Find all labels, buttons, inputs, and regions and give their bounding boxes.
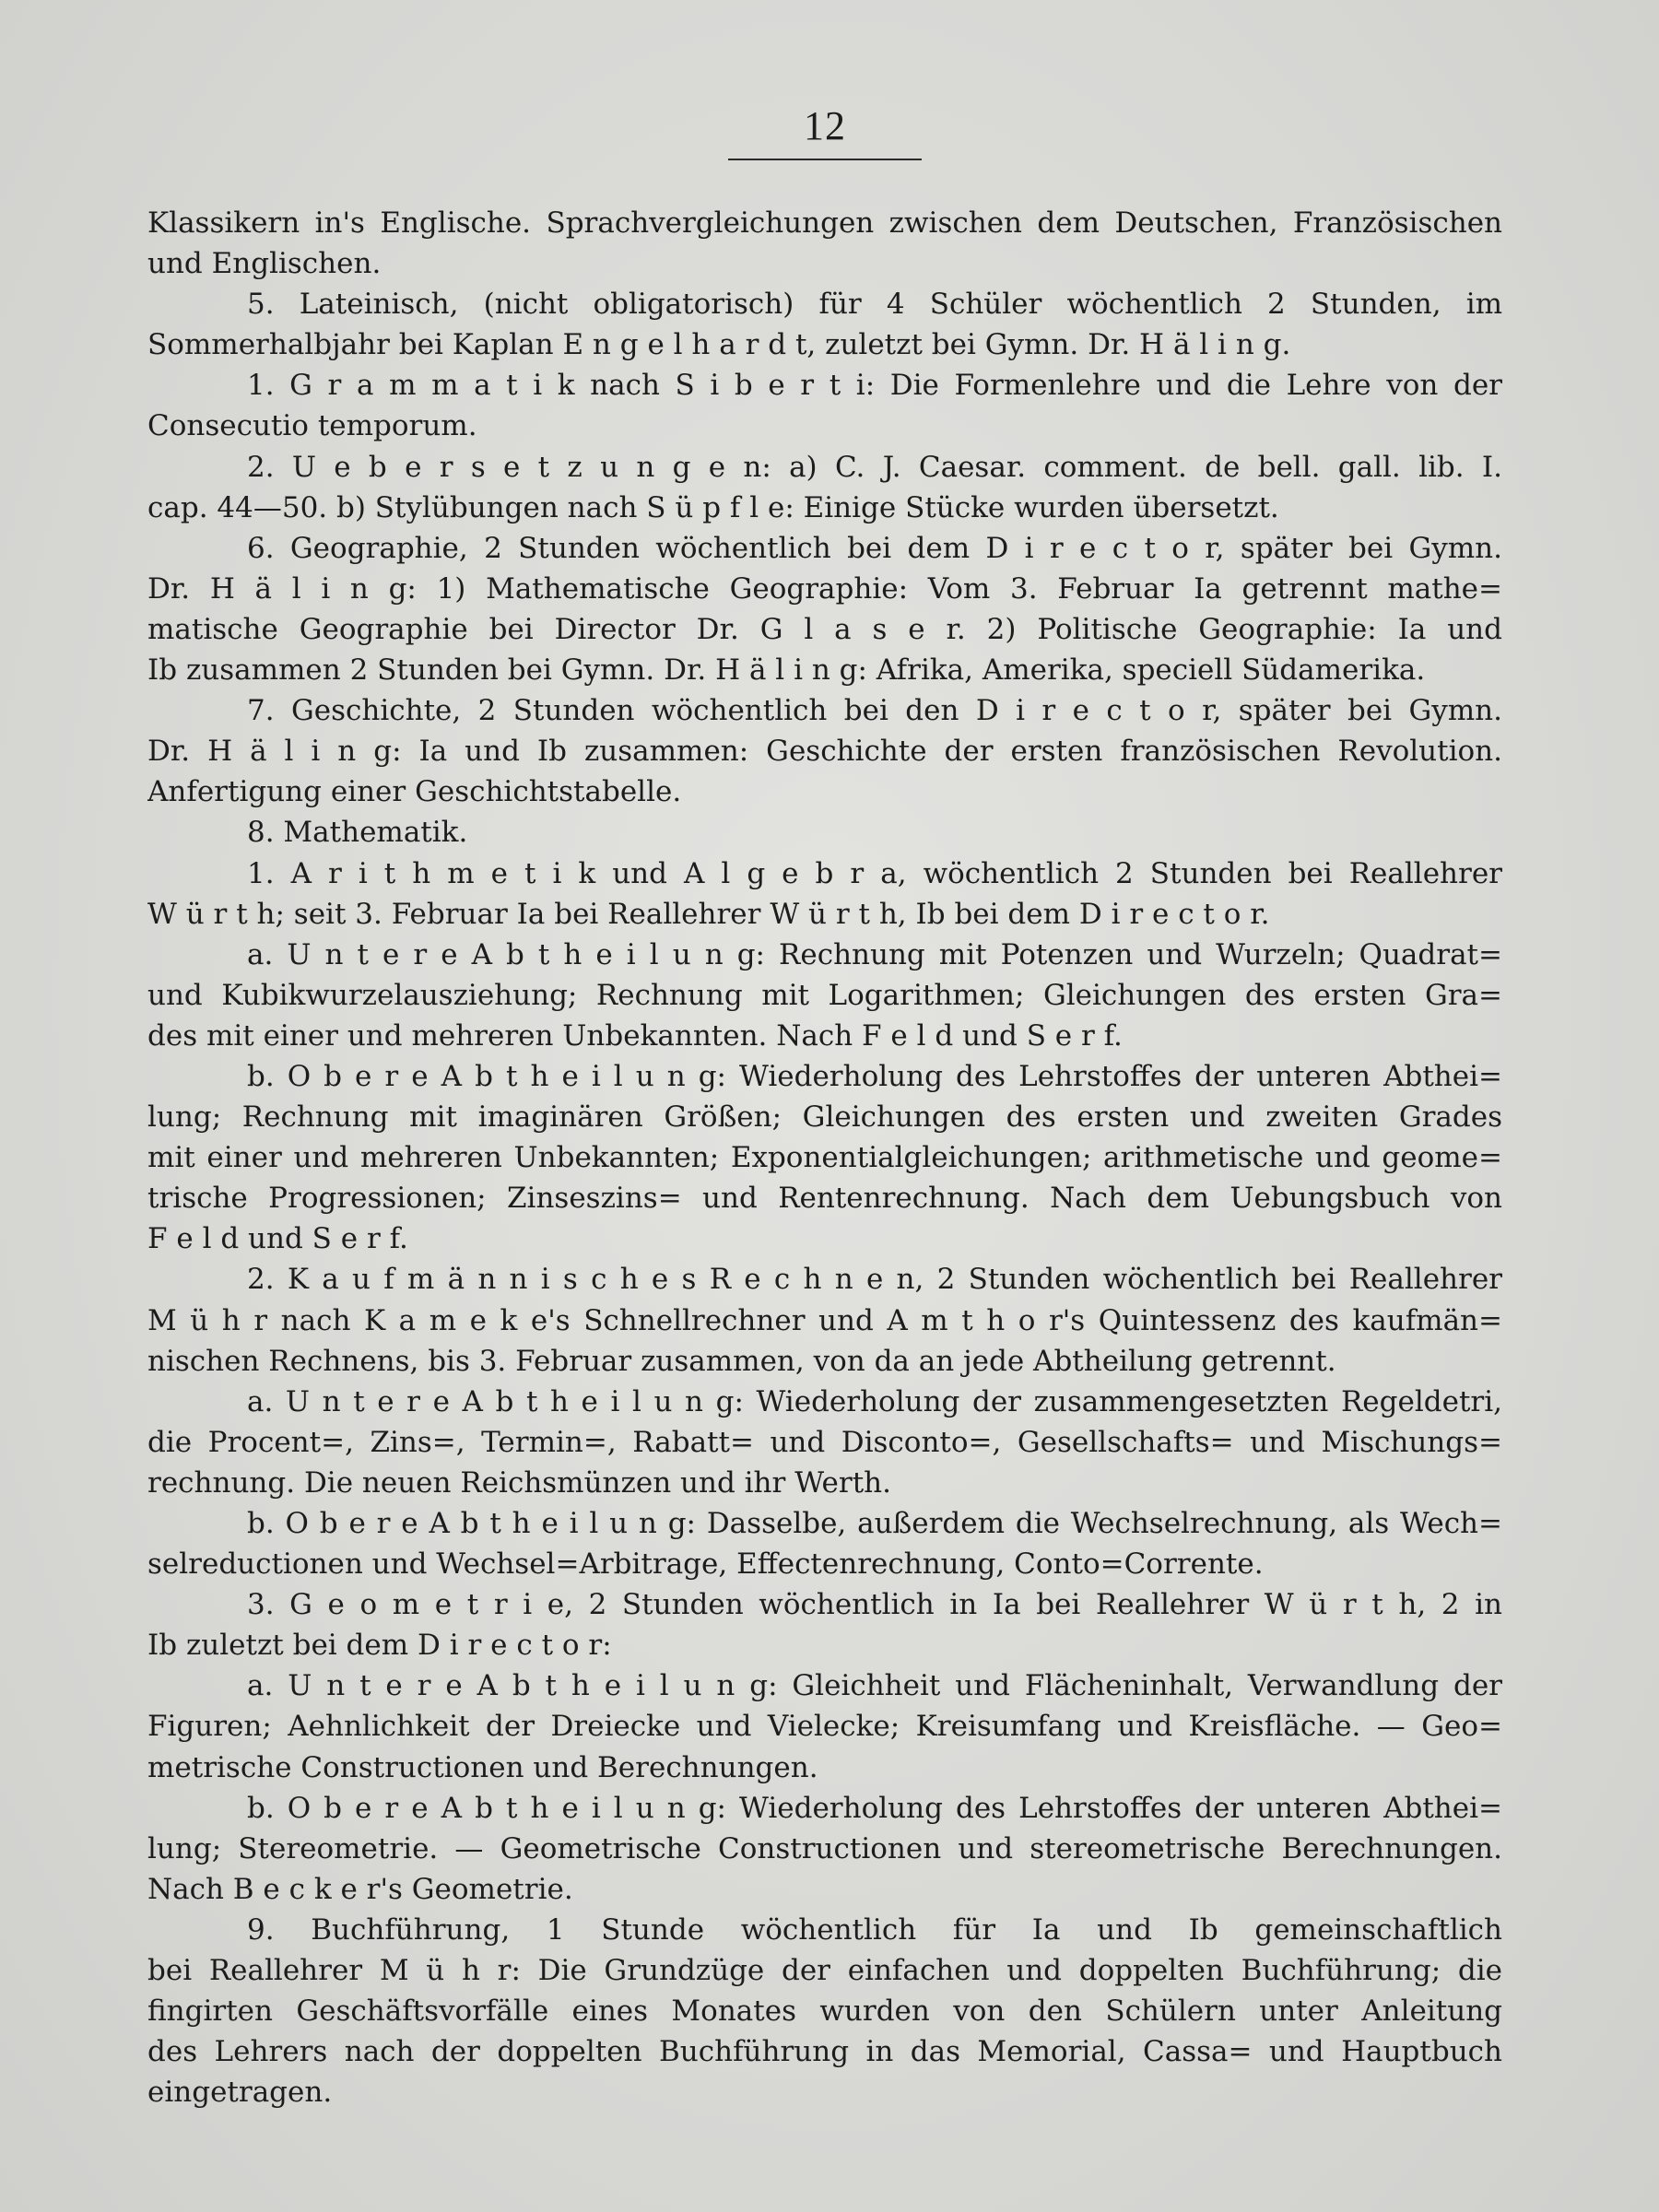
- text-line: cap. 44—50. b) Stylübungen nach S ü p f l e: Einige Stücke wurden übersetzt.: [147, 490, 1279, 524]
- text-line: trische Progressionen; Zinseszins= und Rentenrechnung. Nach dem Uebungsbuch von: [147, 1182, 1502, 1216]
- text-line: 8. Mathematik.: [247, 816, 468, 850]
- text-line: Ib zuletzt bei dem D i r e c t o r:: [147, 1629, 612, 1663]
- text-line: metrische Constructionen und Berechnungen.: [147, 1750, 818, 1784]
- text-line: b. O b e r e A b t h e i l u n g: Dasselbe, außerdem die Wechselrechnung, als Wech=: [247, 1507, 1502, 1540]
- text-line: 2. K a u f m ä n n i s c h e s R e c h n e n, 2 Stunden wöchentlich bei Reallehrer: [247, 1263, 1502, 1297]
- text-line: und Kubikwurzelausziehung; Rechnung mit Logarithmen; Gleichungen des ersten Gra=: [147, 978, 1502, 1012]
- text-line: 5. Lateinisch, (nicht obligatorisch) für 4 Schüler wöchentlich 2 Stunden, im: [247, 288, 1502, 322]
- text-line: Dr. H ä l i n g: 1) Mathematische Geographie: Vom 3. Februar Ia getrennt mathe=: [147, 571, 1502, 606]
- text-line: lung; Rechnung mit imaginären Größen; Gleichungen des ersten und zweiten Grades: [147, 1100, 1502, 1135]
- text-line: fingirten Geschäftsvorfälle eines Monates wurden von den Schülern unter Anleitung: [147, 1994, 1502, 2029]
- text-line: mit einer und mehreren Unbekannten; Exponentialgleichungen; arithmetische und geome=: [147, 1141, 1502, 1175]
- text-line: Consecutio temporum.: [147, 409, 477, 443]
- text-line: Anfertigung einer Geschichtstabelle.: [147, 775, 682, 809]
- text-line: matische Geographie bei Director Dr. G l a s e r. 2) Politische Geographie: Ia und: [147, 612, 1502, 646]
- text-line: F e l d und S e r f.: [147, 1222, 408, 1256]
- text-line: b. O b e r e A b t h e i l u n g: Wiederholung des Lehrstoffes der unteren Abthei=: [247, 1059, 1502, 1093]
- text-line: rechnung. Die neuen Reichsmünzen und ihr Werth.: [147, 1465, 891, 1500]
- text-line: Sommerhalbjahr bei Kaplan E n g e l h a r d t, zuletzt bei Gymn. Dr. H ä l i n g.: [147, 328, 1291, 362]
- page-number: 12: [804, 103, 846, 148]
- text-line: selreductionen und Wechsel=Arbitrage, Effectenrechnung, Conto=Corrente.: [147, 1547, 1264, 1582]
- text-line: die Procent=, Zins=, Termin=, Rabatt= und Disconto=, Gesellschafts= und Mischungs=: [147, 1425, 1502, 1459]
- text-line: des mit einer und mehreren Unbekannten. Nach F e l d und S e r f.: [147, 1018, 1123, 1053]
- text-line: 3. G e o m e t r i e, 2 Stunden wöchentlich in Ia bei Reallehrer W ü r t h, 2 in: [247, 1588, 1502, 1622]
- text-line: Klassikern in's Englische. Sprachvergleichungen zwischen dem Deutschen, Französischen: [147, 206, 1502, 240]
- text-line: Ib zusammen 2 Stunden bei Gymn. Dr. H ä l i n g: Afrika, Amerika, speciell Südamerika.: [147, 653, 1426, 688]
- text-line: 7. Geschichte, 2 Stunden wöchentlich bei den D i r e c t o r, später bei Gymn.: [247, 694, 1502, 728]
- text-line: 1. A r i t h m e t i k und A l g e b r a, wöchentlich 2 Stunden bei Reallehrer: [247, 856, 1502, 890]
- text-line: W ü r t h; seit 3. Februar Ia bei Reallehrer W ü r t h, Ib bei dem D i r e c t o r.: [147, 897, 1270, 931]
- text-line: 9. Buchführung, 1 Stunde wöchentlich für Ia und Ib gemeinschaftlich: [247, 1912, 1502, 1947]
- text-line: a. U n t e r e A b t h e i l u n g: Rechnung mit Potenzen und Wurzeln; Quadrat=: [247, 937, 1502, 971]
- text-line: bei Reallehrer M ü h r: Die Grundzüge der einfachen und doppelten Buchführung; die: [147, 1954, 1502, 1988]
- text-line: a. U n t e r e A b t h e i l u n g: Gleichheit und Flächeninhalt, Verwandlung der: [247, 1669, 1502, 1703]
- text-line: Figuren; Aehnlichkeit der Dreiecke und Vielecke; Kreisumfang und Kreisfläche. — Geo=: [147, 1710, 1502, 1744]
- text-line: b. O b e r e A b t h e i l u n g: Wiederholung des Lehrstoffes der unteren Abthei=: [247, 1791, 1502, 1825]
- text-line: und Englischen.: [147, 247, 382, 281]
- body-text: [147, 203, 1502, 2112]
- text-line: a. U n t e r e A b t h e i l u n g: Wiederholung der zusammengesetzten Regeldetri,: [247, 1384, 1502, 1418]
- page-number-rule: [728, 159, 922, 160]
- text-line: Dr. H ä l i n g: Ia und Ib zusammen: Geschichte der ersten französischen Revolution.: [147, 735, 1502, 769]
- text-line: Nach B e c k e r's Geometrie.: [147, 1872, 573, 1906]
- text-line: 2. U e b e r s e t z u n g e n: a) C. J. Caesar. comment. de bell. gall. lib. I.: [247, 450, 1502, 484]
- text-line: eingetragen.: [147, 2076, 333, 2110]
- text-line: nischen Rechnens, bis 3. Februar zusammen, von da an jede Abtheilung getrennt.: [147, 1344, 1336, 1378]
- text-line: M ü h r nach K a m e k e's Schnellrechner und A m t h o r's Quintessenz des kaufmän=: [147, 1303, 1502, 1337]
- text-line: 1. G r a m m a t i k nach S i b e r t i: Die Formenlehre und die Lehre von der: [247, 369, 1502, 403]
- text-line: des Lehrers nach der doppelten Buchführung in das Memorial, Cassa= und Hauptbuch: [147, 2035, 1502, 2069]
- text-line: 6. Geographie, 2 Stunden wöchentlich bei dem D i r e c t o r, später bei Gymn.: [247, 531, 1502, 565]
- text-line: lung; Stereometrie. — Geometrische Constructionen und stereometrische Berechnungen.: [147, 1831, 1502, 1865]
